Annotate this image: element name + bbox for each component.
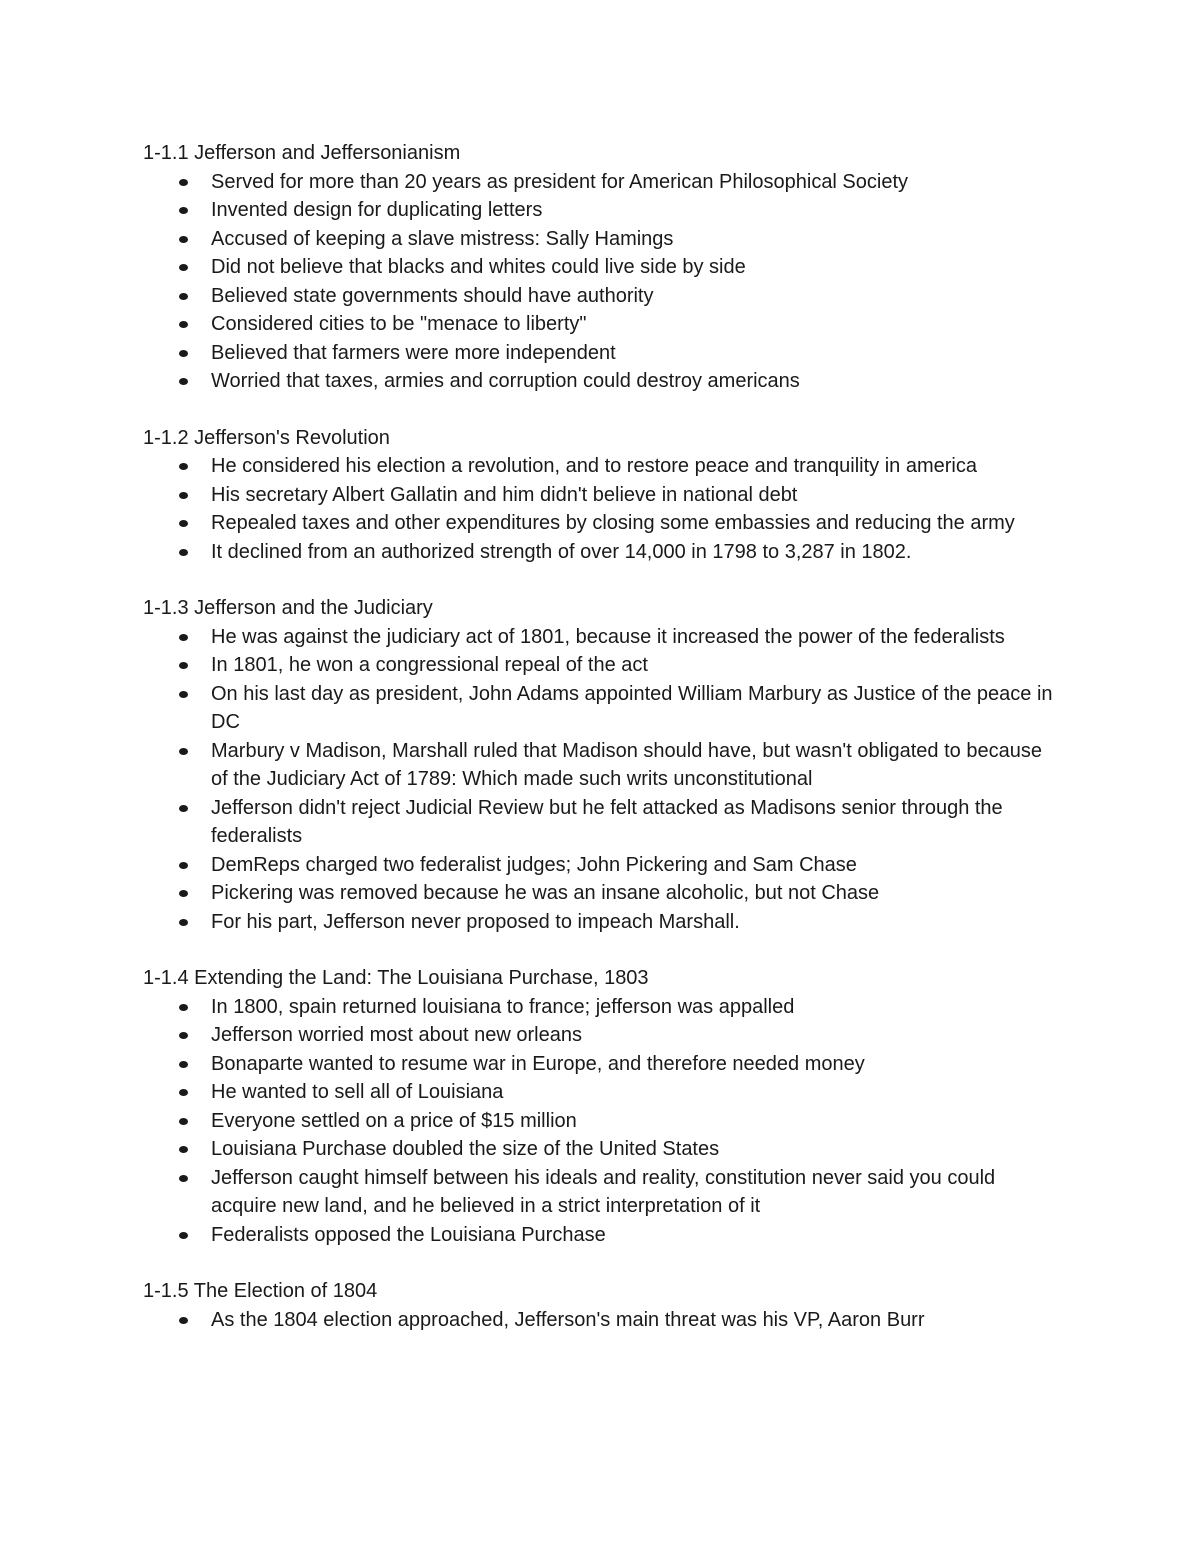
list-item-text: Bonaparte wanted to resume war in Europe, and therefore needed money: [211, 1052, 865, 1075]
list-item-text: As the 1804 election approached, Jefferson's main threat was his VP, Aaron Burr: [211, 1308, 925, 1331]
list-item-text: DemReps charged two federalist judges; John Pickering and Sam Chase: [211, 853, 857, 876]
list-item: [143, 481, 1063, 510]
bullet-icon: [179, 634, 188, 641]
bullet-icon: [179, 805, 188, 812]
bullet-icon: [179, 378, 188, 385]
list-item: [143, 1221, 1063, 1250]
bullet-icon: [179, 492, 188, 499]
section-judiciary: [143, 594, 1063, 936]
list-item-text: Everyone settled on a price of $15 million: [211, 1109, 577, 1132]
list-item-text: Believed that farmers were more independent: [211, 341, 616, 364]
bullet-icon: [179, 748, 188, 755]
list-item: [143, 310, 1063, 339]
document-page: [143, 139, 1063, 1362]
list-item: [143, 509, 1063, 538]
bullet-icon: [179, 293, 188, 300]
bullet-icon: [179, 350, 188, 357]
list-item-text: Repealed taxes and other expenditures by closing some embassies and reducing the army: [211, 512, 1015, 534]
list-item-text: Jefferson didn't reject Judicial Review but he felt attacked as Madisons senior through the federalists: [211, 796, 1003, 847]
section-election-1804: [143, 1277, 1063, 1334]
bullet-icon: [179, 662, 188, 669]
list-item-text: His secretary Albert Gallatin and him didn't believe in national debt: [211, 483, 798, 506]
list-item-text: Accused of keeping a slave mistress: Sally Hamings: [211, 227, 674, 250]
section-heading: 1-1.5 The Election of 1804: [143, 1280, 378, 1302]
bullet-icon: [179, 179, 188, 186]
bullet-icon: [179, 1004, 188, 1011]
bullet-icon: [179, 1118, 188, 1125]
list-item: [143, 196, 1063, 225]
list-item: [143, 253, 1063, 282]
list-item-text: Served for more than 20 years as president for American Philosophical Society: [211, 170, 909, 193]
section-heading: 1-1.4 Extending the Land: The Louisiana Purchase, 1803: [143, 967, 649, 989]
bullet-icon: [179, 1317, 188, 1324]
list-item-text: Louisiana Purchase doubled the size of the United States: [211, 1138, 720, 1160]
list-item-text: Invented design for duplicating letters: [211, 199, 543, 221]
bullet-icon: [179, 919, 188, 926]
list-item-text: Did not believe that blacks and whites could live side by side: [211, 256, 746, 278]
list-item-text: He considered his election a revolution, and to restore peace and tranquility in america: [211, 455, 977, 477]
section-jeffersons-revolution: [143, 424, 1063, 567]
list-item-text: For his part, Jefferson never proposed to impeach Marshall.: [211, 910, 740, 933]
list-item: [143, 879, 1063, 908]
list-item-text: Jefferson worried most about new orleans: [211, 1024, 582, 1046]
list-item: [143, 538, 1063, 567]
bullet-icon: [179, 264, 188, 271]
list-item: [143, 680, 1063, 737]
bullet-list: [143, 1306, 1063, 1335]
list-item-text: Jefferson caught himself between his ideals and reality, constitution never said you could acquire new land, and he believed in a strict interpretation of it: [211, 1166, 996, 1217]
section-heading: 1-1.1 Jefferson and Jeffersonianism: [143, 142, 461, 164]
bullet-icon: [179, 1089, 188, 1096]
bullet-list: [143, 623, 1063, 937]
list-item-text: Federalists opposed the Louisiana Purchase: [211, 1223, 606, 1246]
list-item: [143, 168, 1063, 197]
bullet-icon: [179, 691, 188, 698]
bullet-icon: [179, 1061, 188, 1068]
bullet-icon: [179, 1032, 188, 1039]
bullet-icon: [179, 207, 188, 214]
bullet-icon: [179, 1146, 188, 1153]
section-heading: 1-1.2 Jefferson's Revolution: [143, 426, 390, 449]
bullet-list: [143, 168, 1063, 396]
bullet-icon: [179, 1175, 188, 1182]
list-item-text: In 1800, spain returned louisiana to france; jefferson was appalled: [211, 995, 795, 1018]
list-item: [143, 367, 1063, 396]
list-item: [143, 1135, 1063, 1164]
bullet-icon: [179, 1232, 188, 1239]
list-item-text: Marbury v Madison, Marshall ruled that Madison should have, but wasn't obligated to because of the Judiciary Act of 1789: Which made such writs unconstitutional: [211, 739, 1042, 790]
list-item: [143, 1021, 1063, 1050]
bullet-icon: [179, 520, 188, 527]
list-item-text: He wanted to sell all of Louisiana: [211, 1081, 504, 1103]
list-item: [143, 908, 1063, 937]
list-item: [143, 651, 1063, 680]
bullet-icon: [179, 862, 188, 869]
bullet-icon: [179, 549, 188, 556]
list-item-text: Believed state governments should have authority: [211, 284, 654, 307]
list-item: [143, 452, 1063, 481]
bullet-icon: [179, 236, 188, 243]
section-louisiana-purchase: [143, 964, 1063, 1249]
bullet-list: [143, 993, 1063, 1250]
list-item: [143, 1050, 1063, 1079]
list-item-text: It declined from an authorized strength of over 14,000 in 1798 to 3,287 in 1802.: [211, 540, 912, 563]
list-item-text: Considered cities to be "menace to liberty": [211, 313, 587, 335]
list-item: [143, 1107, 1063, 1136]
bullet-icon: [179, 890, 188, 897]
list-item: [143, 1306, 1063, 1335]
list-item: [143, 282, 1063, 311]
list-item-text: On his last day as president, John Adams appointed William Marbury as Justice of the peace in DC: [211, 682, 1053, 733]
list-item: [143, 737, 1063, 794]
list-item-text: Worried that taxes, armies and corruption could destroy americans: [211, 370, 800, 392]
list-item: [143, 623, 1063, 652]
list-item: [143, 1078, 1063, 1107]
list-item: [143, 339, 1063, 368]
list-item: [143, 1164, 1063, 1221]
list-item: [143, 225, 1063, 254]
list-item: [143, 993, 1063, 1022]
list-item: [143, 794, 1063, 851]
bullet-icon: [179, 463, 188, 470]
list-item-text: Pickering was removed because he was an insane alcoholic, but not Chase: [211, 882, 880, 904]
list-item: [143, 851, 1063, 880]
list-item-text: In 1801, he won a congressional repeal of the act: [211, 654, 648, 676]
list-item-text: He was against the judiciary act of 1801, because it increased the power of the federalists: [211, 625, 1005, 648]
bullet-list: [143, 452, 1063, 566]
bullet-icon: [179, 321, 188, 328]
section-jeffersonianism: [143, 139, 1063, 396]
section-heading: 1-1.3 Jefferson and the Judiciary: [143, 597, 433, 619]
